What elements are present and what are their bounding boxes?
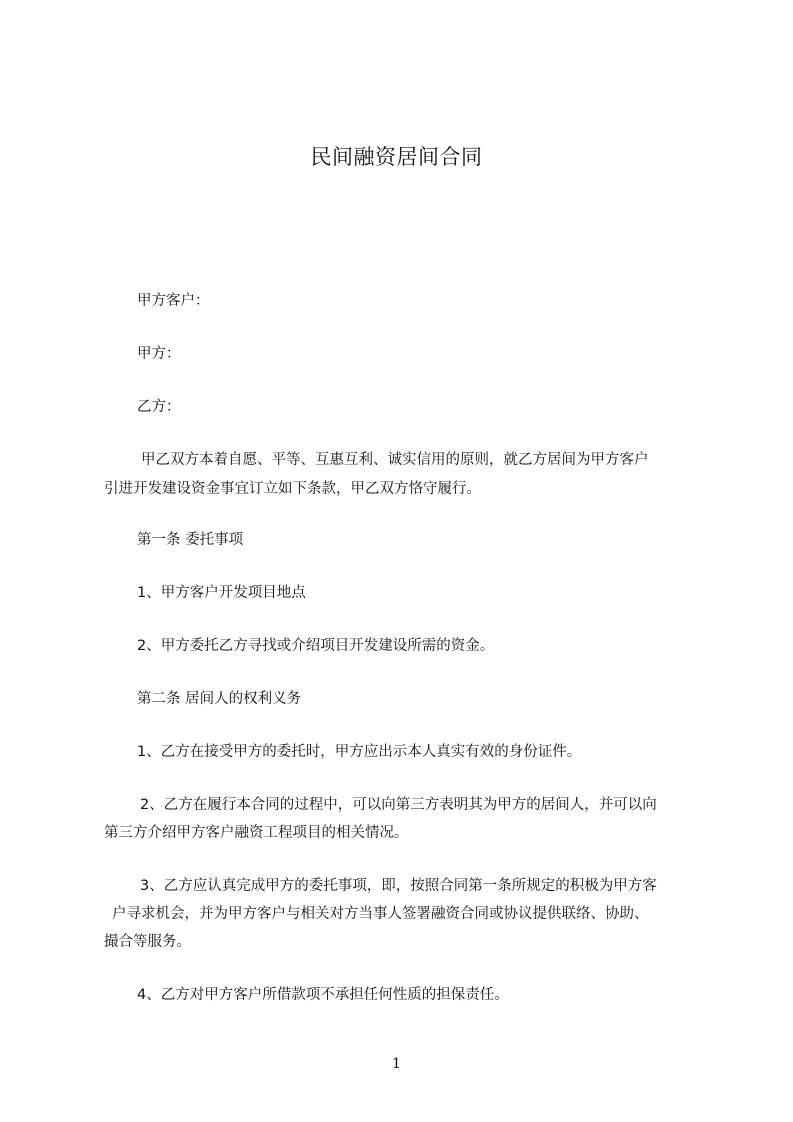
article-2-item-4: 4、乙方对甲方客户所借款项不承担任何性质的担保责任。 — [137, 987, 509, 1003]
article-2-item-2-line-2: 第三方介绍甲方客户融资工程项目的相关情况。 — [104, 825, 409, 841]
article-1-item-2: 2、甲方委托乙方寻找或介绍项目开发建设所需的资金。 — [137, 638, 495, 654]
article-1-item-1: 1、甲方客户开发项目地点 — [137, 585, 306, 601]
article-2-item-2-line-1: 2、乙方在履行本合同的过程中，可以向第三方表明其为甲方的居间人，并可以向 — [140, 797, 657, 813]
party-b-label: 乙方： — [137, 399, 181, 415]
party-client-label: 甲方客户： — [137, 293, 210, 309]
preamble-line-2: 引进开发建设资金事宜订立如下条款，甲乙双方恪守履行。 — [104, 481, 481, 497]
article-2-heading: 第二条 居间人的权利义务 — [137, 691, 302, 707]
article-2-item-3-line-1: 3、乙方应认真完成甲方的委托事项，即，按照合同第一条所规定的积极为甲方客 — [140, 878, 657, 894]
page-number: 1 — [392, 1056, 401, 1072]
article-2-item-3-line-2: 户寻求机会，并为甲方客户与相关对方当事人签署融资合同或协议提供联络、协助、 — [112, 906, 649, 922]
article-1-heading: 第一条 委托事项 — [137, 532, 244, 548]
document-title: 民间融资居间合同 — [310, 145, 483, 169]
article-2-item-3-line-3: 撮合等服务。 — [104, 934, 191, 950]
preamble-line-1: 甲乙双方本着自愿、平等、互惠互利、诚实信用的原则，就乙方居间为甲方客户 — [141, 452, 649, 468]
party-a-label: 甲方： — [137, 346, 181, 362]
article-2-item-1: 1、乙方在接受甲方的委托时，甲方应出示本人真实有效的身份证件。 — [137, 744, 582, 760]
